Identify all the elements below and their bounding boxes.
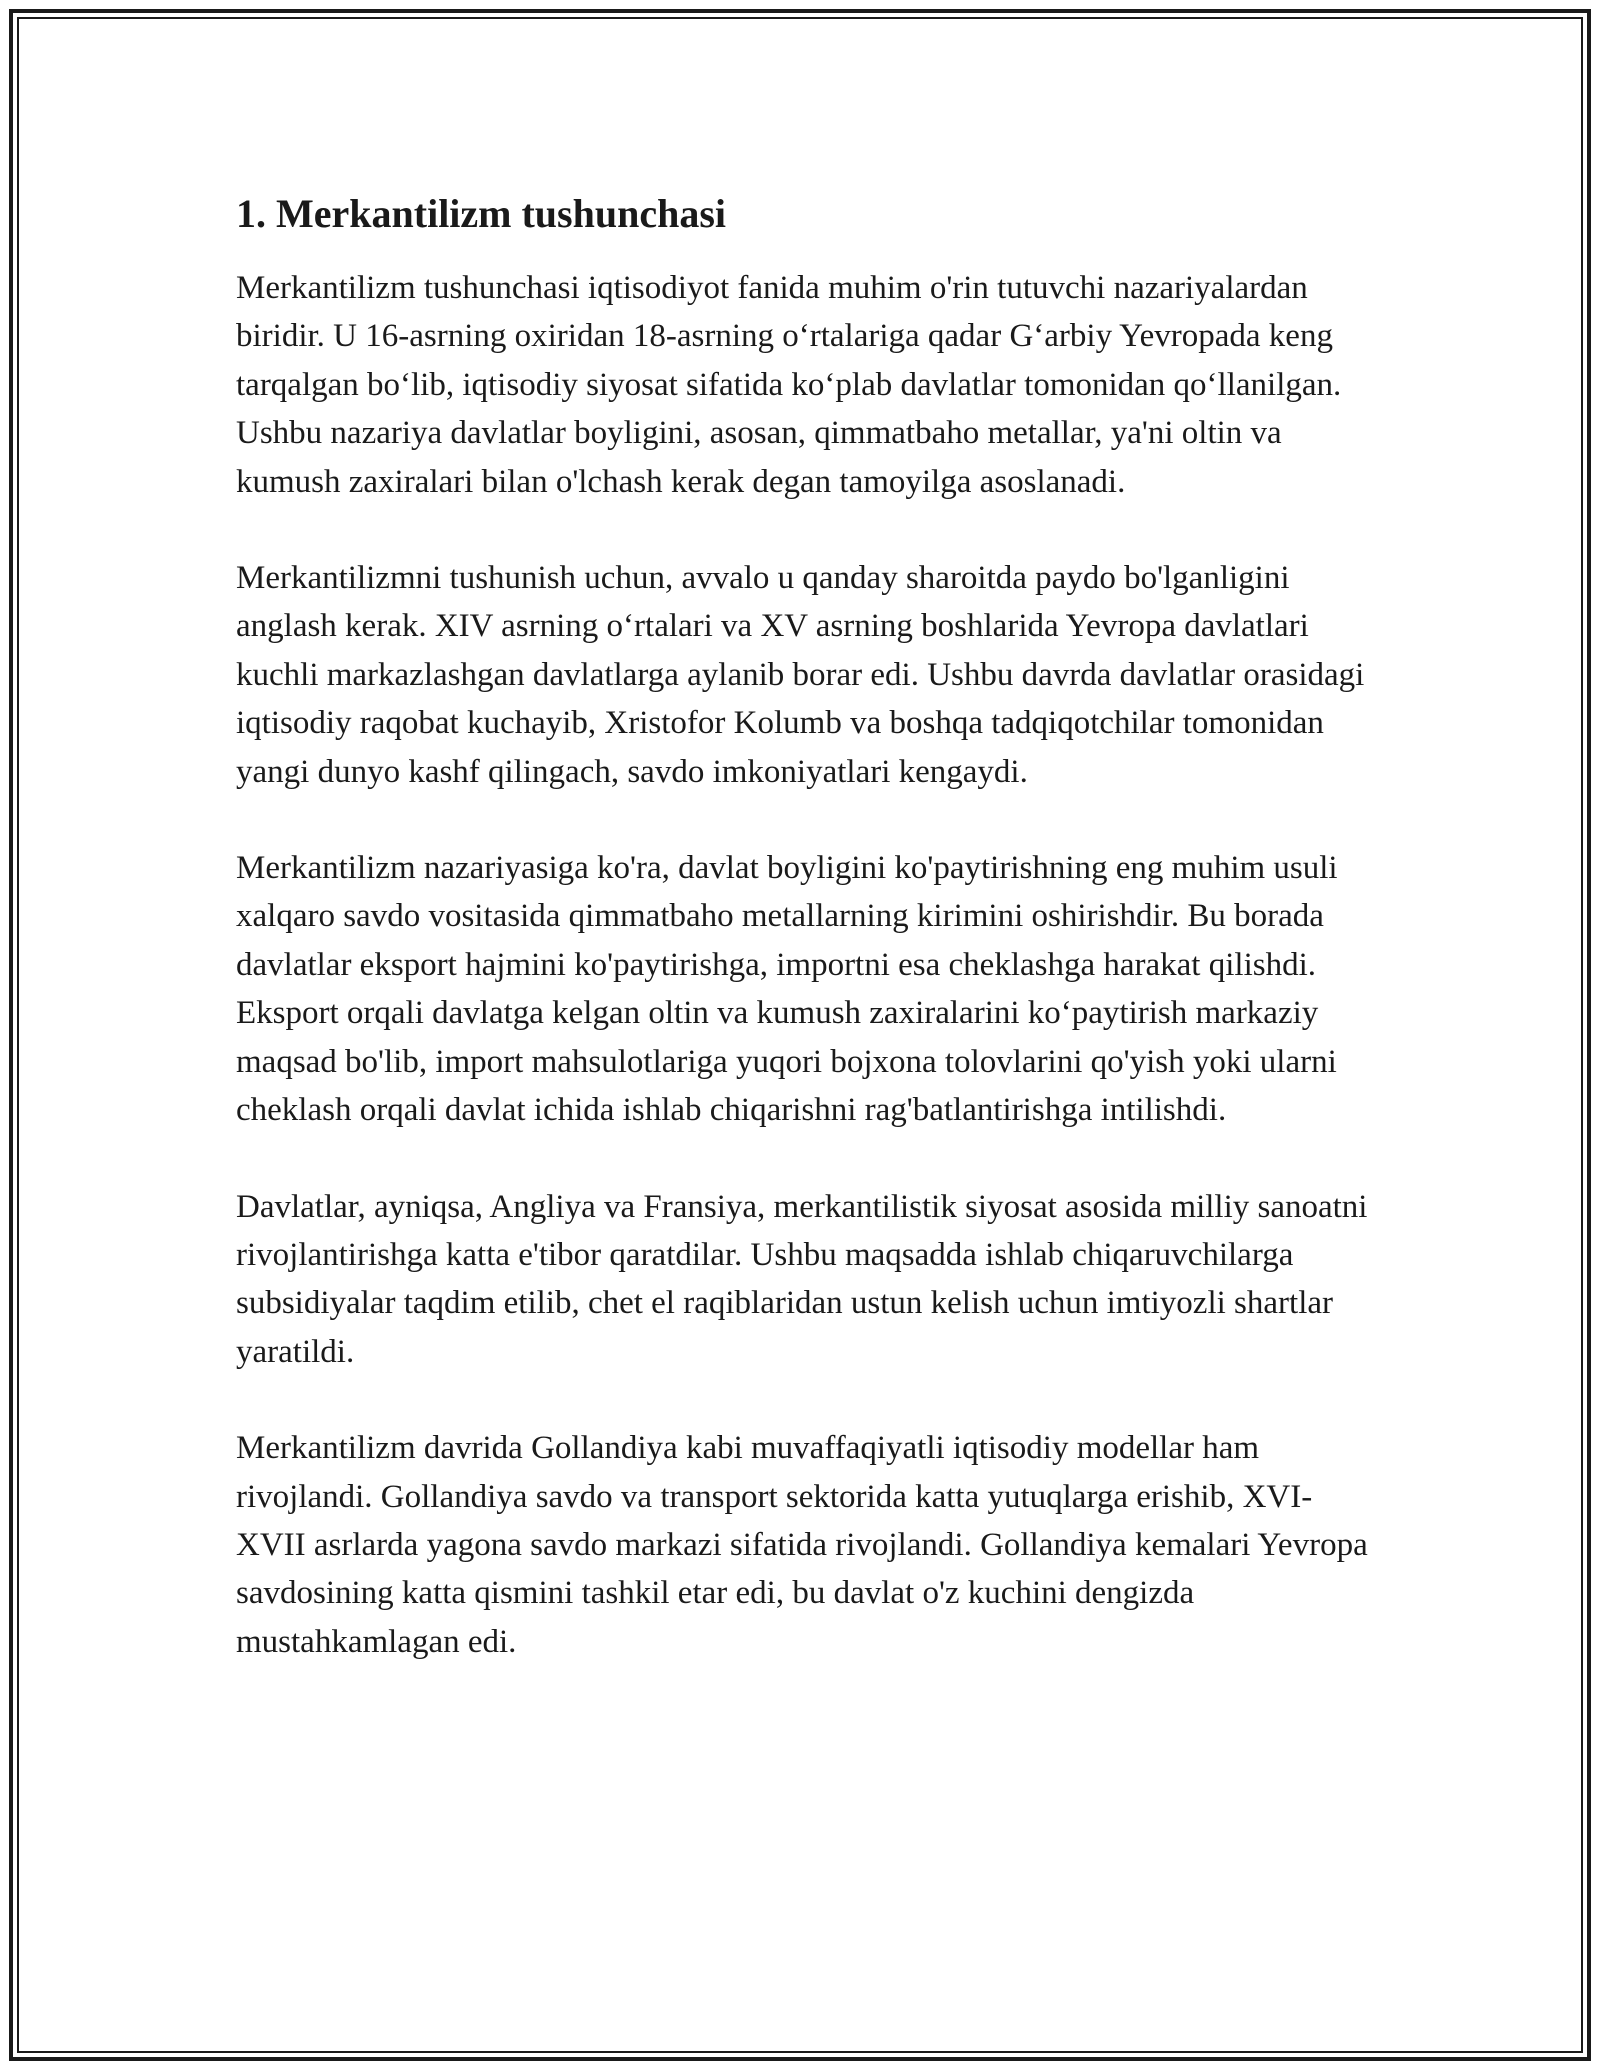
paragraph-5: Merkantilizm davrida Gollandiya kabi muvaffaqiyatli iqtisodiy modellar ham rivojlandi. Gollandiya savdo va transport sektorida katta yutuqlarga erishib, XVI-XVII asrlarda yagona savdo markazi sifatida rivojlandi. Gollandiya kemalari Yevropa savdosining katta qismini tashkil etar edi, bu davlat o'z kuchini dengizda mustahkamlagan edi. (236, 1430, 1368, 1660)
paragraph-1: Merkantilizm tushunchasi iqtisodiyot fanida muhim o'rin tutuvchi nazariyalardan biridir. U 16-asrning oxiridan 18-asrning o‘rtalariga qadar G‘arbiy Yevropada keng tarqalgan bo‘lib, iqtisodiy siyosat sifatida ko‘plab davlatlar tomonidan qo‘llanilgan. Ushbu nazariya davlatlar boyligini, asosan, qimmatbaho metallar, ya'ni oltin va kumush zaxiralari bilan o'lchash kerak degan tamoyilga asoslanadi. (236, 270, 1342, 500)
paragraph-3: Merkantilizm nazariyasiga ko'ra, davlat boyligini ko'paytirishning eng muhim usuli xalqaro savdo vositasida qimmatbaho metallarning kirimini oshirishdir. Bu borada davlatlar eksport hajmini ko'paytirishga, importni esa cheklashga harakat qilishdi. Eksport orqali davlatga kelgan oltin va kumush zaxiralarini ko‘paytirish markaziy maqsad bo'lib, import mahsulotlariga yuqori bojxona tolovlarini qo'yish yoki ularni cheklash orqali davlat ichida ishlab chiqarishni rag'batlantirishga intilishdi. (236, 850, 1338, 1129)
paragraph-2: Merkantilizmni tushunish uchun, avvalo u qanday sharoitda paydo bo'lganligini anglash kerak. XIV asrning o‘rtalari va XV asrning boshlarida Yevropa davlatlari kuchli markazlashgan davlatlarga aylanib borar edi. Ushbu davrda davlatlar orasidagi iqtisodiy raqobat kuchayib, Xristofor Kolumb va boshqa tadqiqotchilar tomonidan yangi dunyo kashf qilingach, savdo imkoniyatlari kengaydi. (236, 560, 1365, 790)
section-title: 1. Merkantilizm tushunchasi (236, 191, 727, 236)
document-body (236, 186, 1376, 1714)
paragraph-4: Davlatlar, ayniqsa, Angliya va Fransiya, merkantilistik siyosat asosida milliy sanoatni rivojlantirishga katta e'tibor qaratdilar. Ushbu maqsadda ishlab chiqaruvchilarga subsidiyalar taqdim etilib, chet el raqiblaridan ustun kelish uchun imtiyozli shartlar yaratildi. (236, 1188, 1368, 1370)
